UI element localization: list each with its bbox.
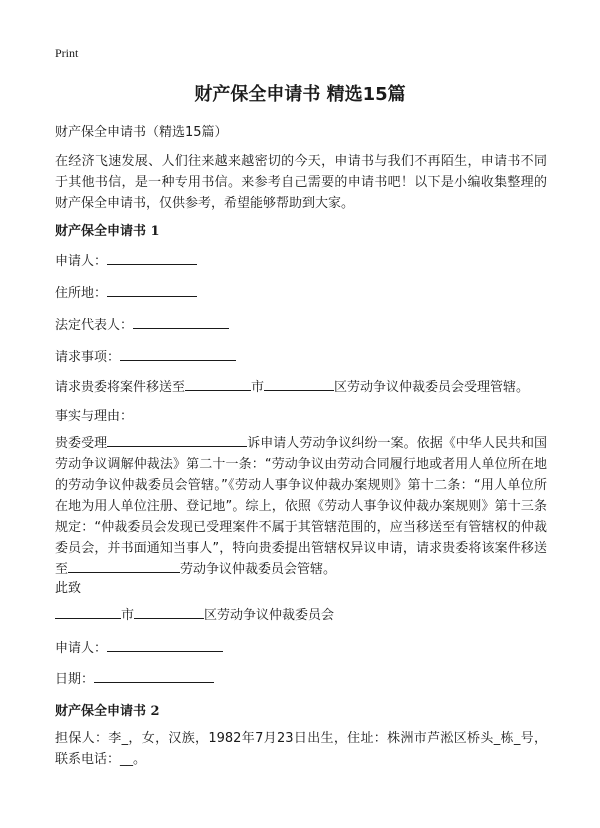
legal-rep-line (55, 314, 229, 333)
request-line (55, 346, 236, 365)
respondent-blank (107, 434, 247, 447)
intro-paragraph: 在经济飞速发展、人们往来越来越密切的今天，申请书与我们不再陌生，申请书不同于其他书信，是一种专用书信。来参考自己需要的申请书吧！以下是小编收集整理的财产保全申请书，仅供参考，希望能够帮助到大家。 (55, 154, 547, 211)
committee-text-b: 市 (121, 608, 135, 623)
committee-text-c: 区劳动争议仲裁委员会 (204, 608, 335, 623)
applicant-blank (107, 252, 197, 265)
applicant-label: 申请人： (55, 254, 108, 269)
date-label: 日期： (55, 672, 95, 687)
facts-label: 事实与理由： (55, 409, 134, 424)
transfer-text-b: 市 (251, 380, 265, 395)
request-blank (120, 348, 236, 361)
target-committee-blank (68, 560, 180, 573)
request-label: 请求事项： (55, 350, 121, 365)
date-blank (94, 670, 214, 683)
address-blank (107, 284, 197, 297)
date-line (55, 668, 214, 687)
facts-text-c: 劳动争议仲裁委员会管辖。 (180, 562, 337, 577)
transfer-line (55, 376, 529, 395)
applicant-sign-label: 申请人： (55, 641, 108, 656)
facts-text-a: 贵委受理 (55, 436, 108, 451)
committee-line (55, 604, 334, 623)
applicant-line (55, 250, 197, 269)
salutation: 此致 (55, 581, 82, 596)
address-line (55, 282, 197, 301)
subtitle: 财产保全申请书（精选15篇） (55, 125, 228, 140)
facts-text-b: 诉申请人劳动争议纠纷一案。依据《中华人民共和国劳动争议调解仲裁法》第二十一条：“劳动争议由劳动合同履行地或者用人单位所在地的劳动争议仲裁委员会管辖。”《劳动人事争议仲裁办案规则》第十二条：“用人单位所在地为用人单位注册、登记地”。综上，依照《劳动人事争议仲裁办案规则》第十三条规定：“仲裁委员会发现已受理案件不属于其管辖范围的，应当移送至有管辖权的仲裁委员会，并书面通知当事人”，特向贵委提出管辖权异议申请，请求贵委将该案件移送至 (55, 436, 547, 577)
committee-city-blank (55, 606, 121, 619)
legal-rep-label: 法定代表人： (55, 318, 134, 333)
transfer-text-c: 区劳动争议仲裁委员会受理管辖。 (334, 380, 530, 395)
city-blank (185, 378, 251, 391)
applicant-sign-line (55, 637, 223, 656)
page-title: 财产保全申请书 精选15篇 (194, 84, 406, 105)
section-1-heading: 财产保全申请书 1 (55, 224, 160, 239)
transfer-text-a: 请求贵委将案件移送至 (55, 380, 186, 395)
applicant-sign-blank (107, 639, 223, 652)
guarantor-paragraph: 担保人：李_，女，汉族，1982年7月23日出生，住址：株洲市芦淞区桥头_栋_号，联系电话：__。 (55, 731, 547, 767)
print-link[interactable]: Print (55, 46, 79, 60)
facts-paragraph (55, 433, 547, 580)
address-label: 住所地： (55, 286, 108, 301)
district-blank (264, 378, 334, 391)
legal-rep-blank (133, 316, 229, 329)
section-2-heading: 财产保全申请书 2 (55, 704, 160, 719)
committee-district-blank (134, 606, 204, 619)
